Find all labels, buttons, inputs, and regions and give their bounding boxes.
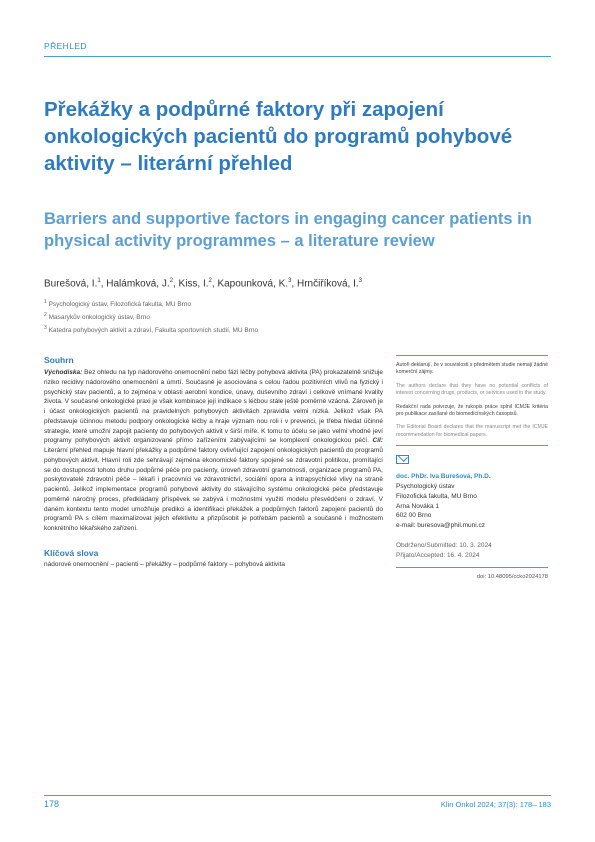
icmje-statement-cz: Redakční rada potvrzuje, že rukopis práce splnil ICMJE kritéria pro publikace zasílané do biomedicínských časopisů.	[396, 403, 548, 418]
author-affil-ref: 3	[358, 278, 362, 284]
conflict-statement-cz: Autoři deklarují, že v souvislosti s předmětem studie nemají žádné komerční zájmy.	[396, 362, 548, 376]
submitted-date: Obdrženo/Submitted: 10. 3. 2024	[396, 542, 492, 550]
abstract-heading: Souhrn	[44, 355, 74, 365]
declarations-box	[396, 356, 548, 439]
abstract-label-background: Východiska:	[44, 369, 83, 376]
affiliation-number: 3	[44, 325, 47, 332]
author-name: Hrnčiříková, I.	[296, 278, 359, 290]
footer-rule	[44, 795, 551, 796]
sidebar-column	[396, 355, 548, 580]
icmje-statement-en: The Editorial Board declares that the manuscript met the ICMJE recommendation for biomedical papers.	[396, 424, 548, 438]
author-affil-ref: 2	[169, 278, 173, 284]
title-czech: Překážky a podpůrné faktory při zapojení onkologických pacientů do programů pohybové aktivity – literární přehled	[44, 98, 513, 175]
affiliation-list	[44, 297, 258, 336]
contact-line: Arna Nováka 1	[396, 502, 439, 510]
contact-line: Psychologický ústav	[396, 483, 455, 491]
author-name: Kapounková, K.	[217, 278, 289, 290]
author-affil-ref: 1	[97, 278, 101, 284]
affiliation-item	[44, 323, 258, 336]
affiliation-item	[44, 310, 258, 323]
corresponding-author	[396, 472, 548, 531]
author-list: Burešová, I.$^1$, Halámková, J.$^2$, Kiss, I.$^2$, Kapounková, K.$^3$, Hrnčiříková, I.$^3$	[44, 278, 362, 290]
author-affil-ref: 3	[288, 278, 292, 284]
abstract-column	[44, 355, 383, 568]
abstract-text	[44, 368, 383, 534]
section-tag: PŘEHLED	[44, 41, 87, 51]
author-name: Kiss, I.	[178, 278, 209, 290]
affiliation-text: Masarykův onkologický ústav, Brno	[48, 314, 150, 322]
sidebar-rule	[396, 445, 548, 446]
keywords-heading: Klíčová slova	[44, 547, 99, 558]
affiliation-item	[44, 297, 258, 310]
abstract-aim-text: Literární přehled mapuje hlavní překážky a podpůrné faktory ovlivňující zapojení onkologických pacientů do programů pohybových aktivit. Hlavní roli zde sehrávají zejména ekonomické faktory spojené se zdravotní politikou, promítající se do dostupnosti tohoto druhu podpůrné péče pro pacienty, úroveň zdravotní gramotnosti, organizace programů PA, poskytovatelé zdravotní péče – lékaři i pracovníci ve zdravotnictví, sociální opora a intrapsychické vlivy na straně pacientů. Jelikož implementace programů pohybové aktivity do stávajícího systému onkologické péče představuje poměrně náročný proces, předkládaný příspěvek se zabývá i možnostmi využití modelu přesvědčení o zdraví. V daném kontextu tento model umožňuje predikci a identifikaci překážek a podpůrných faktorů zapojení pacientů do programů PA s cílem maximalizovat jejich efektivitu a přizpůsobit je potřebám pacientů a současně i možnostem konkrétního lékařského zařízení.	[44, 447, 383, 532]
manuscript-dates	[396, 541, 548, 561]
contact-line: Filozofická fakulta, MU Brno	[396, 492, 477, 500]
affiliation-text: Katedra pohybových aktivit a zdraví, Fakulta sportovních studií, MU Brno	[48, 327, 259, 335]
author-name: Halámková, J.	[106, 278, 170, 290]
author-affil-ref: 2	[208, 278, 212, 284]
mail-icon	[396, 455, 409, 464]
contact-line: 602 00 Brno	[396, 512, 432, 520]
affiliation-number: 1	[44, 299, 47, 305]
accepted-date: Přijato/Accepted: 16. 4. 2024	[396, 551, 480, 559]
top-rule	[44, 56, 551, 57]
dates-rule	[396, 567, 548, 568]
doi-link[interactable]: doi: 10.48095/ccko2024178	[476, 573, 548, 580]
abstract-label-aim: Cíl:	[372, 437, 383, 445]
title-english: Barriers and supportive factors in engaging cancer patients in physical activity programmes – a literature review	[44, 210, 532, 250]
contact-email[interactable]: e-mail: buresova@phil.muni.cz	[396, 522, 485, 530]
journal-citation: Klin Onkol 2024; 37(3): 178– 183	[440, 800, 551, 809]
affiliation-text: Psychologický ústav, Filozofická fakulta, MU Brno	[48, 301, 192, 309]
contact-name: doc. PhDr. Iva Burešová, Ph.D.	[396, 473, 491, 481]
page-number: 178	[44, 799, 60, 809]
conflict-statement-en: The authors declare that they have no potential conflicts of interest concerning drugs, products, or services used in the study.	[396, 382, 548, 397]
author-name: Burešová, I.	[44, 278, 98, 290]
affiliation-number: 2	[44, 312, 47, 319]
keywords-text: nádorové onemocnění – pacienti – překážky – podpůrné faktory – pohybová aktivita	[44, 560, 286, 568]
abstract-background-text: Bez ohledu na typ nádorového onemocnění nebo fázi léčby pohybová aktivita (PA) prokazatelně snižuje riziko recidivy nádorového onemocnění a úmrtí. Současně je asociována s celou řadou pozitivních vlivů na fyzický i psychický stav pacientů, a to zejména v oblasti aerobní kondice, únavy, duševního zdraví i celkově vnímané kvality života. V současné onkologické praxi je však kombinace její indikace s léčbou stále ještě poměrně vzácná. Zároveň je i účast onkologických pacientů na pravidelných pohybových aktivitách zpravidla velmi nízká. Jelikož však PA představuje účinnou metodu podpory onkologické léčby a hraje význam nou roli i v prevenci, je třeba hledat účinné strategie, které umožní zapojit pacienty do pohybových aktivit v širší míře. K tomu to účelu se jako velmi vhodné jeví programy pohybových aktivit organizované přímo zařízeními zabývajícími se komplexní onkologickou péčí.	[44, 369, 383, 445]
